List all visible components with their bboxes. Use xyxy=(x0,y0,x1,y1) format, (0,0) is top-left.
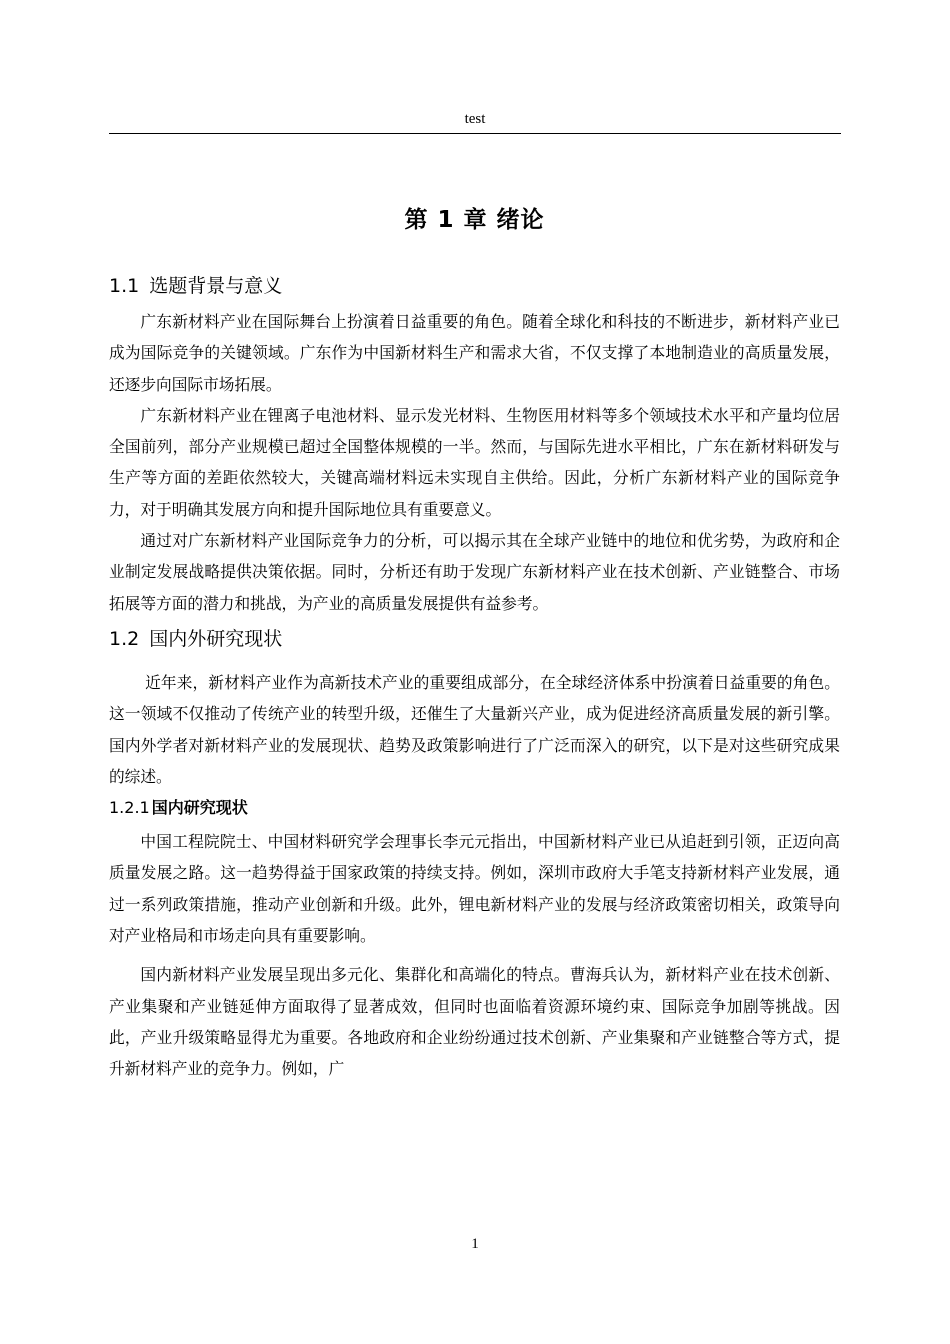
section-title: 国内外研究现状 xyxy=(149,627,283,650)
subsection-title: 国内研究现状 xyxy=(151,798,248,818)
section-heading-1-1 xyxy=(109,268,840,304)
paragraph: 近年来，新材料产业作为高新技术产业的重要组成部分，在全球经济体系中扮演着日益重要的角色。这一领域不仅推动了传统产业的转型升级，还催生了大量新兴产业，成为促进经济高质量发展的新引擎。国内外学者对新材料产业的发展现状、趋势及政策影响进行了广泛而深入的研究，以下是对这些研究成果的综述。 xyxy=(109,672,840,786)
header-rule xyxy=(109,133,841,134)
section-number: 1.2 xyxy=(109,627,140,650)
spacer xyxy=(109,659,840,667)
paragraph: 广东新材料产业在国际舞台上扮演着日益重要的角色。随着全球化和科技的不断进步，新材料产业已成为国际竞争的关键领域。广东作为中国新材料生产和需求大省，不仅支撑了本地制造业的高质量发展，还逐步向国际市场拓展。 xyxy=(109,312,840,394)
page-content xyxy=(109,196,840,1085)
section-heading-1-2 xyxy=(109,621,840,657)
subsection-heading-1-2-1 xyxy=(109,792,840,824)
section-number: 1.1 xyxy=(109,275,140,297)
paragraph: 通过对广东新材料产业国际竞争力的分析，可以揭示其在全球产业链中的地位和优劣势，为政府和企业制定发展战略提供决策依据。同时，分析还有助于发现广东新材料产业在技术创新、产业链整合、市场拓展等方面的潜力和挑战，为产业的高质量发展提供有益参考。 xyxy=(109,531,840,613)
running-header: test xyxy=(464,111,486,127)
page-number: 1 xyxy=(471,1236,479,1252)
paragraph: 广东新材料产业在锂离子电池材料、显示发光材料、生物医用材料等多个领域技术水平和产量均位居全国前列，部分产业规模已超过全国整体规模的一半。然而，与国际先进水平相比，广东在新材料研发与生产等方面的差距依然较大，关键高端材料远未实现自主供给。因此，分析广东新材料产业的国际竞争力，对于明确其发展方向和提升国际地位具有重要意义。 xyxy=(109,405,840,519)
section-title: 选题背景与意义 xyxy=(149,275,283,297)
subsection-number: 1.2.1 xyxy=(109,798,150,818)
paragraph: 国内新材料产业发展呈现出多元化、集群化和高端化的特点。曹海兵认为，新材料产业在技术创新、产业集聚和产业链延伸方面取得了显著成效，但同时也面临着资源环境约束、国际竞争加剧等挑战。因此，产业升级策略显得尤为重要。各地政府和企业纷纷通过技术创新、产业集聚和产业链整合等方式，提升新材料产业的竞争力。例如，广 xyxy=(109,965,840,1079)
chapter-title: 第 1 章 绪论 xyxy=(404,207,545,233)
paragraph: 中国工程院院士、中国材料研究学会理事长李元元指出，中国新材料产业已从追赶到引领，正迈向高质量发展之路。这一趋势得益于国家政策的持续支持。例如，深圳市政府大手笔支持新材料产业发展，通过一系列政策措施，推动产业创新和升级。此外，锂电新材料产业的发展与经济政策密切相关，政策导向对产业格局和市场走向具有重要影响。 xyxy=(109,832,840,946)
spacer xyxy=(109,951,840,959)
